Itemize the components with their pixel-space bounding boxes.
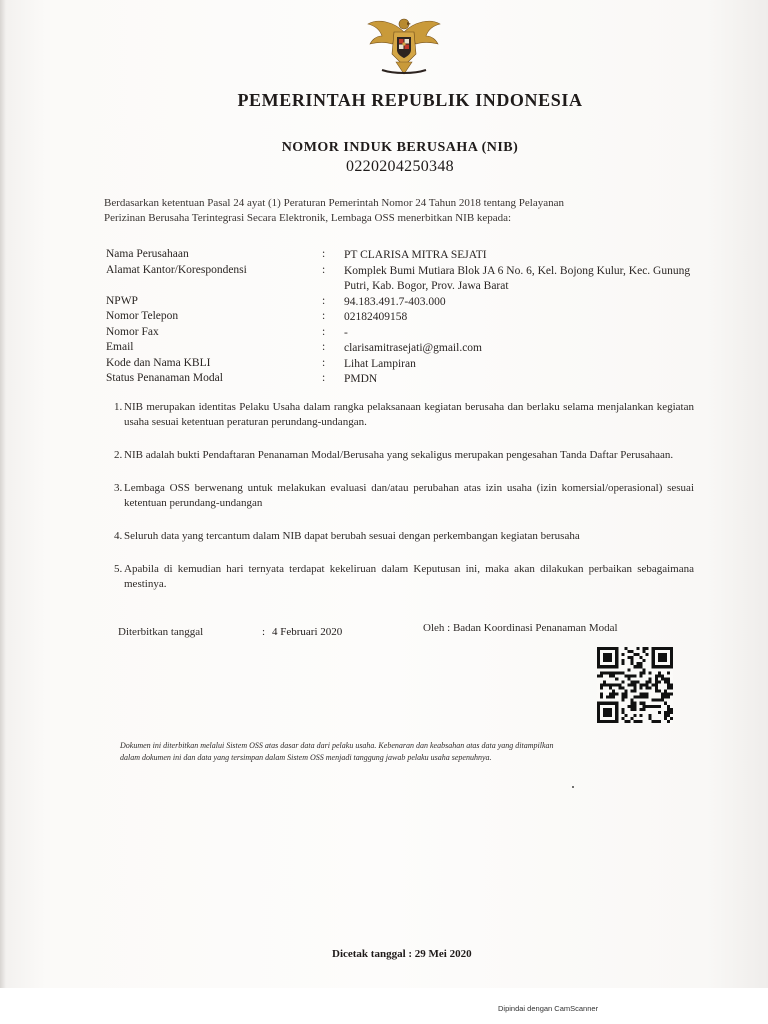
field-label: Status Penanaman Modal: [106, 372, 223, 384]
field-label: Email: [106, 341, 134, 353]
field-colon: :: [322, 356, 326, 369]
list-item: [114, 529, 694, 544]
disclaimer: [120, 740, 700, 764]
disclaimer-line: Dokumen ini diterbitkan melalui Sistem OSS atas dasar data dari pelaku usaha. Kebenaran dan keabsahan atas data yang ditampilkan: [120, 741, 554, 750]
field-label: Alamat Kantor/Korespondensi: [106, 263, 247, 276]
field-value: 94.183.491.7-403.000: [344, 295, 446, 308]
camscanner-watermark: Dipindai dengan CamScanner: [498, 1004, 599, 1013]
scan-speck: [572, 786, 574, 788]
government-title: PEMERINTAH REPUBLIK INDONESIA: [237, 90, 583, 110]
field-row-kbli: [106, 357, 706, 373]
company-fields: [106, 248, 706, 388]
printed-date: Dicetak tanggal : 29 Mei 2020: [332, 948, 472, 960]
field-label: Nomor Telepon: [106, 310, 179, 322]
field-colon: :: [322, 294, 326, 307]
field-value: PT CLARISA MITRA SEJATI: [344, 249, 487, 261]
field-value: -: [344, 326, 348, 339]
list-item: [114, 481, 694, 511]
issuer: Oleh : Badan Koordinasi Penanaman Modal: [423, 622, 618, 634]
issued-colon: :: [262, 626, 266, 638]
list-item: [114, 400, 694, 430]
list-item: [114, 562, 694, 592]
list-item: [114, 448, 694, 463]
field-colon: :: [322, 341, 326, 353]
field-value: 02182409158: [344, 311, 408, 323]
field-colon: :: [322, 372, 326, 384]
field-label: Nama Perusahaan: [106, 248, 189, 260]
list-item-text: Lembaga OSS berwenang untuk melakukan evaluasi dan/atau perubahan atas izin usaha (izin komersial/operasional) sesuai ketentuan perundang-undangan: [124, 482, 694, 509]
field-row-fax: [106, 326, 706, 342]
field-value: Komplek Bumi Mutiara Blok JA 6 No. 6, Kel. Bojong Kulur, Kec. Gunung Putri, Kab. Bogor, Prov. Jawa Barat: [344, 264, 691, 292]
field-label: Nomor Fax: [106, 325, 159, 338]
garuda-emblem-icon: [364, 10, 444, 80]
list-item-text: Seluruh data yang tercantum dalam NIB dapat berubah sesuai dengan perkembangan kegiatan berusaha: [124, 530, 580, 542]
field-value: PMDN: [344, 373, 378, 385]
nib-number: 0220204250348: [346, 158, 454, 175]
field-colon: :: [322, 248, 326, 260]
field-row-email: [106, 341, 706, 357]
field-row-investment-status: [106, 372, 706, 388]
issued-date: 4 Februari 2020: [272, 626, 343, 638]
field-value: Lihat Lampiran: [344, 357, 416, 370]
intro-line: Berdasarkan ketentuan Pasal 24 ayat (1) Peraturan Pemerintah Nomor 24 Tahun 2018 tentang Pelayanan: [104, 197, 564, 209]
disclaimer-line: dalam dokumen ini dan data yang tersimpan dalam Sistem OSS menjadi tanggung jawab pelaku usaha sepenuhnya.: [120, 753, 492, 762]
nib-title: NOMOR INDUK BERUSAHA (NIB): [281, 140, 519, 155]
intro-line: Perizinan Berusaha Terintegrasi Secara Elektronik, Lembaga OSS menerbitkan NIB kepada:: [104, 212, 512, 224]
scan-margin: [0, 988, 768, 1024]
field-colon: :: [322, 310, 326, 322]
field-row-company-name: [106, 248, 706, 264]
intro-paragraph: [104, 196, 694, 226]
list-item-text: Apabila di kemudian hari ternyata terdapat kekeliruan dalam Keputusan ini, maka akan dilakukan perbaikan sebagaimana mestinya.: [124, 563, 694, 590]
list-item-text: NIB adalah bukti Pendaftaran Penanaman Modal/Berusaha yang sekaligus merupakan pengesahan Tanda Daftar Perusahaan.: [124, 449, 674, 461]
field-row-npwp: [106, 295, 706, 311]
issued-label: Diterbitkan tanggal: [118, 626, 204, 638]
list-item-number: 1.: [114, 401, 123, 413]
list-item-number: 3.: [114, 482, 123, 494]
field-value: clarisamitrasejati@gmail.com: [344, 342, 482, 354]
field-colon: :: [322, 263, 326, 276]
list-item-number: 4.: [114, 530, 123, 542]
field-colon: :: [322, 325, 326, 338]
list-item-text: NIB merupakan identitas Pelaku Usaha dalam rangka pelaksanaan kegiatan berusaha dan berlaku selama menjalankan kegiatan usaha sesuai ketentuan peraturan perundang-undangan.: [124, 401, 694, 428]
field-label: Kode dan Nama KBLI: [106, 356, 211, 369]
field-row-address: [106, 264, 706, 295]
list-item-number: 2.: [114, 449, 123, 461]
qr-code-icon: [594, 647, 676, 723]
provisions-list: [114, 400, 694, 610]
field-label: NPWP: [106, 294, 138, 307]
field-row-phone: [106, 310, 706, 326]
list-item-number: 5.: [114, 563, 123, 575]
